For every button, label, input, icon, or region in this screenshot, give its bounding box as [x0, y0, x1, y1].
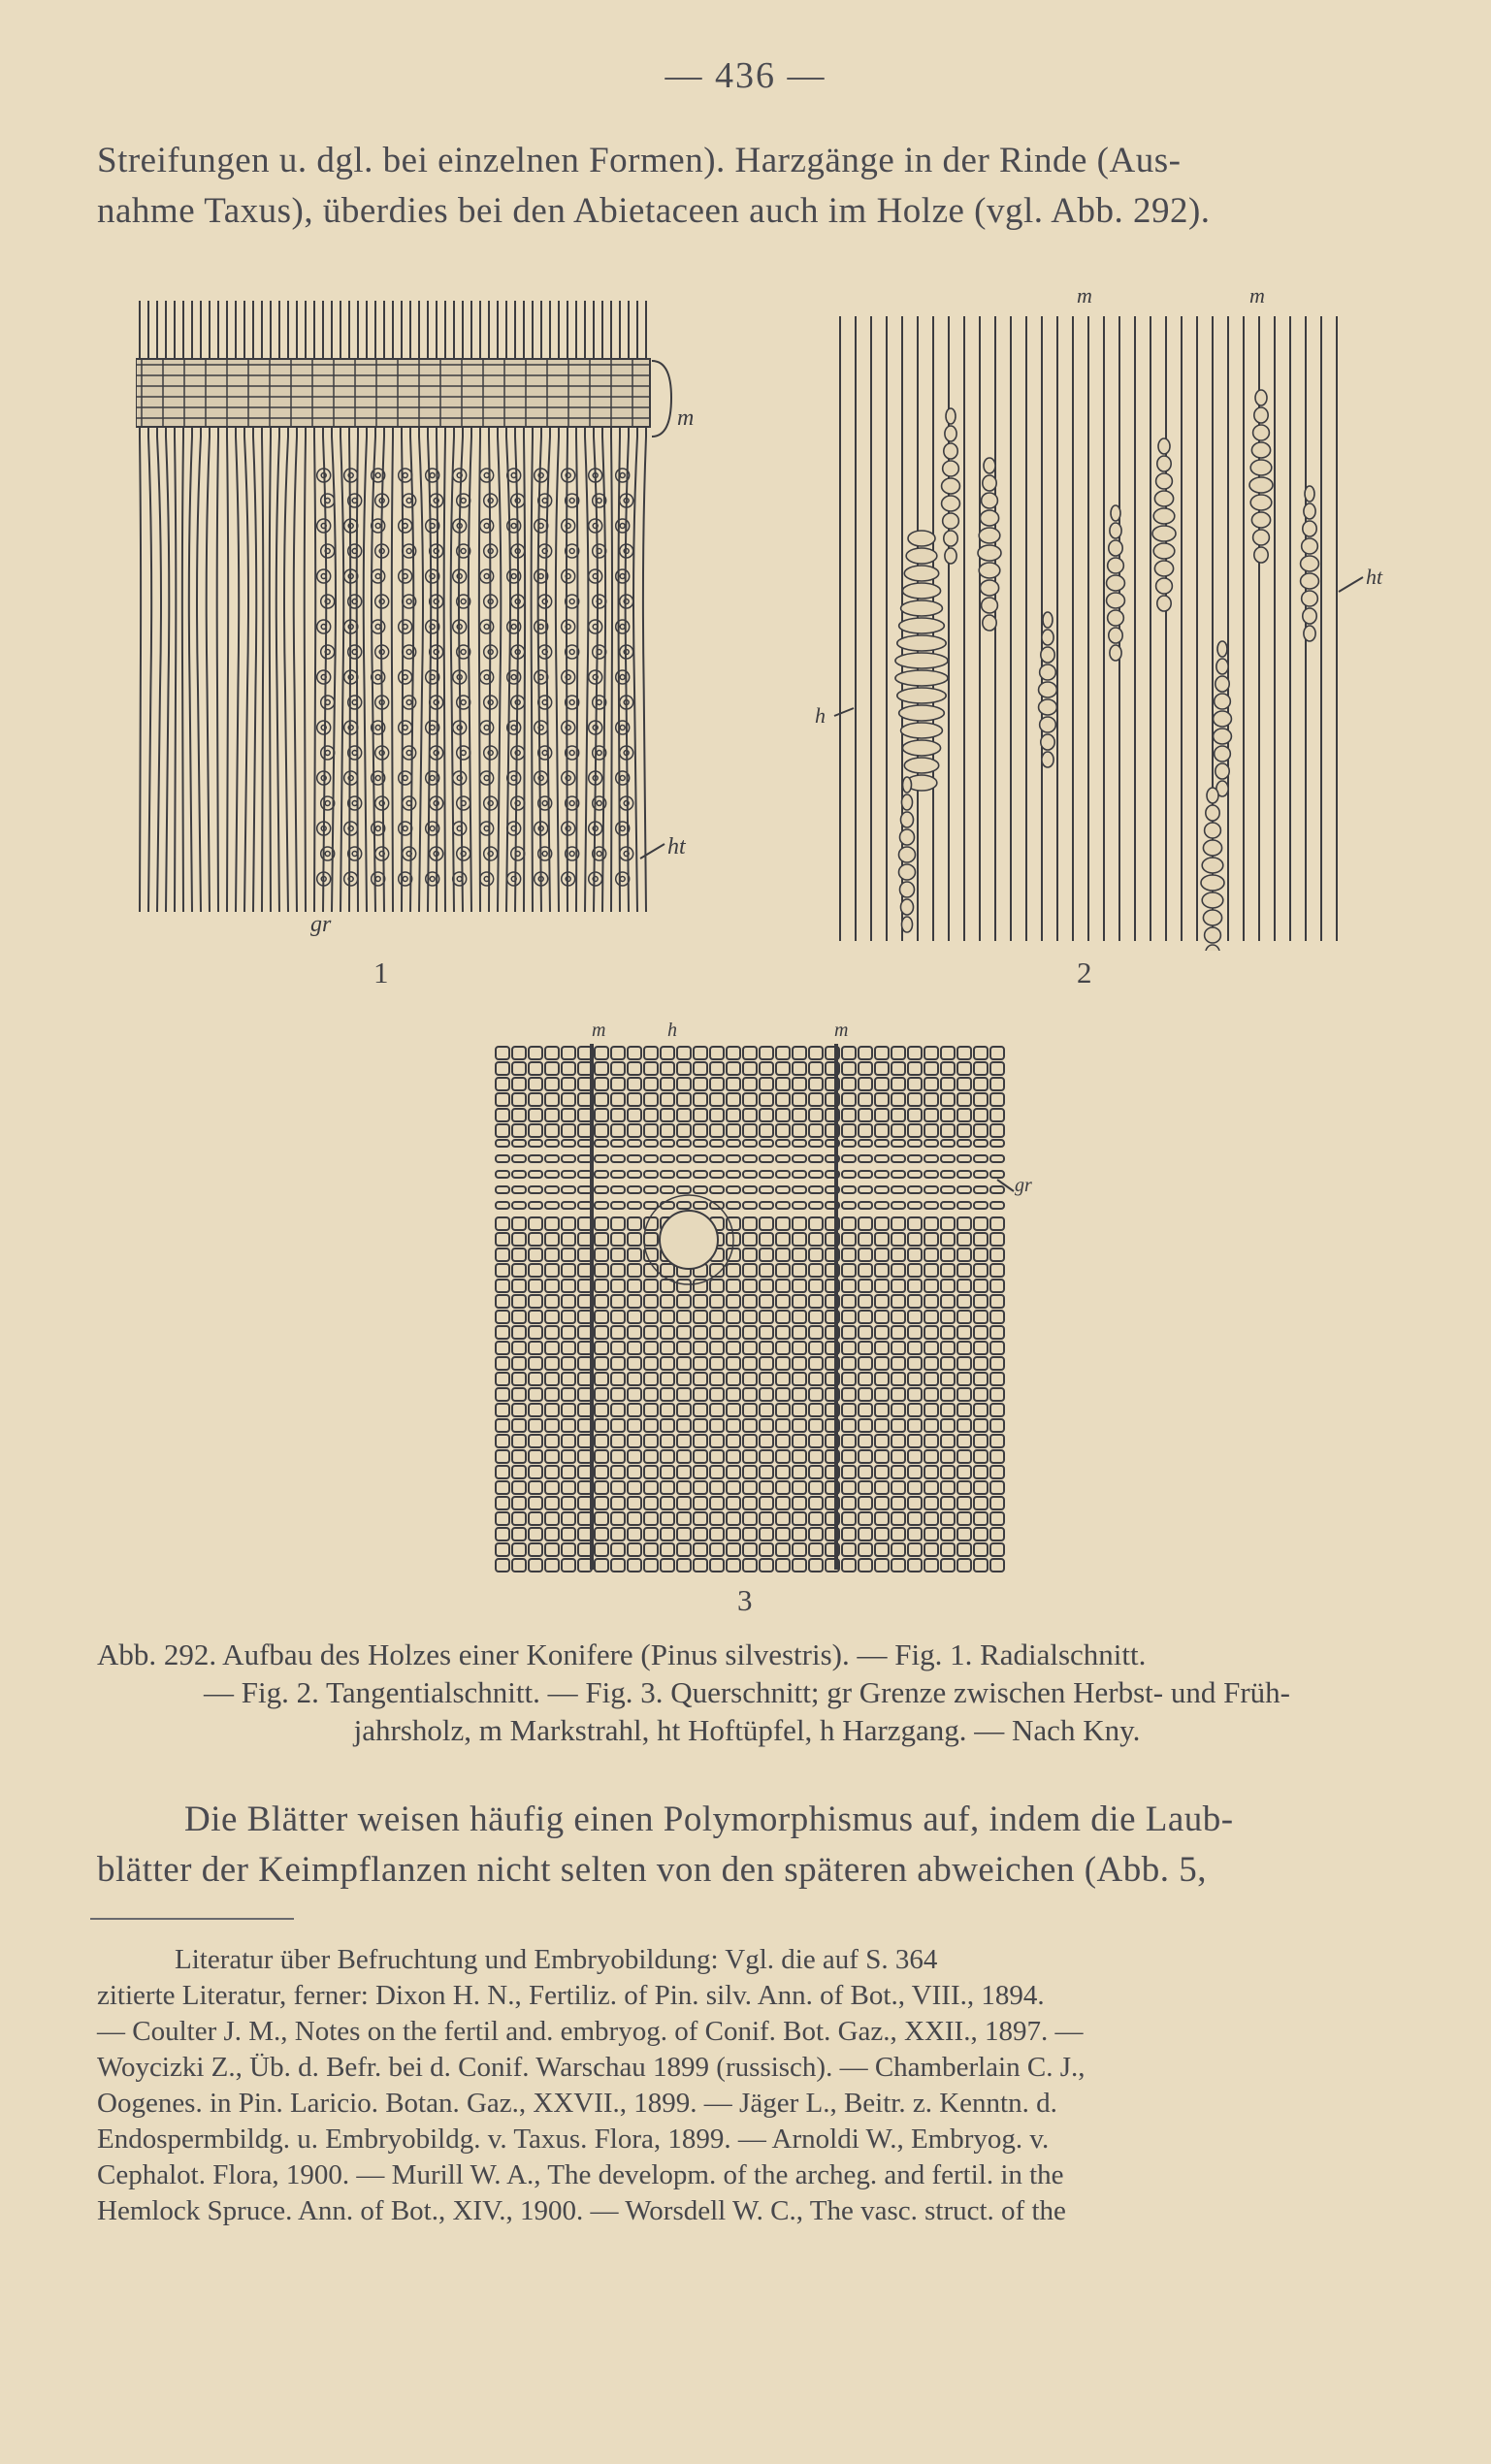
- figure-2-tangential-section: [815, 281, 1397, 951]
- figure-3-drawing: [495, 1017, 1038, 1574]
- label-ht: ht: [667, 834, 686, 859]
- figure-3-cross-section: [495, 1017, 1038, 1574]
- text-line: nahme Taxus), überdies bei den Abietaceen auch im Holze (vgl. Abb. 292).: [97, 191, 1211, 231]
- footnote-line: Woycizki Z., Üb. d. Befr. bei d. Conif. Warschau 1899 (russisch). — Chamberlain C. J.,: [97, 2052, 1086, 2083]
- intro-paragraph: [97, 136, 1397, 237]
- footnote-line: Oogenes. in Pin. Laricio. Botan. Gaz., XXVII., 1899. — Jäger L., Beitr. z. Kenntn. d.: [97, 2088, 1057, 2119]
- figure-caption: [97, 1636, 1397, 1749]
- footnote-rule: [90, 1918, 294, 1920]
- literature-footnote: [97, 1942, 1416, 2229]
- footnote-line: Literatur über Befruchtung und Embryobildung: Vgl. die auf S. 364: [175, 1944, 938, 1975]
- figure-2-drawing: [815, 281, 1397, 951]
- caption-line: Abb. 292. Aufbau des Holzes einer Konifere (Pinus silvestris). — Fig. 1. Radialschnitt.: [97, 1637, 1147, 1671]
- label-m2: m: [1249, 283, 1265, 308]
- text-line: Streifungen u. dgl. bei einzelnen Formen). Harzgänge in der Rinde (Aus-: [97, 141, 1182, 180]
- text-line: Die Blätter weisen häufig einen Polymorphismus auf, indem die Laub-: [184, 1799, 1234, 1839]
- footnote-line: Endospermbildg. u. Embryobildg. v. Taxus. Flora, 1899. — Arnoldi W., Embryog. v.: [97, 2124, 1050, 2155]
- label-gr: gr: [1015, 1175, 1032, 1196]
- text-line: blätter der Keimpflanzen nicht selten von den späteren abweichen (Abb. 5,: [97, 1850, 1208, 1890]
- footnote-line: Hemlock Spruce. Ann. of Bot., XIV., 1900. — Worsdell W. C., The vasc. struct. of the: [97, 2195, 1066, 2226]
- figure-2-number: 2: [1077, 956, 1092, 989]
- page-number: — 436 —: [664, 55, 827, 96]
- figure-1-drawing: [136, 301, 708, 941]
- figure-1-number: 1: [373, 956, 389, 989]
- label-h: h: [667, 1020, 677, 1041]
- label-gr: gr: [310, 912, 332, 937]
- label-m1: m: [1077, 283, 1092, 308]
- label-h: h: [815, 703, 826, 728]
- footnote-line: — Coulter J. M., Notes on the fertil and. embryog. of Conif. Bot. Gaz., XXII., 1897. —: [97, 2016, 1084, 2047]
- footnote-line: Cephalot. Flora, 1900. — Murill W. A., The developm. of the archeg. and fertil. in the: [97, 2159, 1064, 2190]
- body-paragraph: [97, 1795, 1397, 1896]
- label-m1: m: [592, 1020, 606, 1041]
- label-m2: m: [834, 1020, 849, 1041]
- figure-1-radial-section: [136, 301, 708, 941]
- label-ht: ht: [1366, 565, 1383, 589]
- footnote-line: zitierte Literatur, ferner: Dixon H. N., Fertiliz. of Pin. silv. Ann. of Bot., VIII., 1894.: [97, 1980, 1045, 2011]
- caption-line: — Fig. 2. Tangentialschnitt. — Fig. 3. Querschnitt; gr Grenze zwischen Herbst- und Früh-: [204, 1675, 1290, 1709]
- caption-line: jahrsholz, m Markstrahl, ht Hoftüpfel, h Harzgang. — Nach Kny.: [353, 1713, 1141, 1747]
- figure-3-number: 3: [737, 1583, 753, 1617]
- label-m: m: [677, 405, 695, 431]
